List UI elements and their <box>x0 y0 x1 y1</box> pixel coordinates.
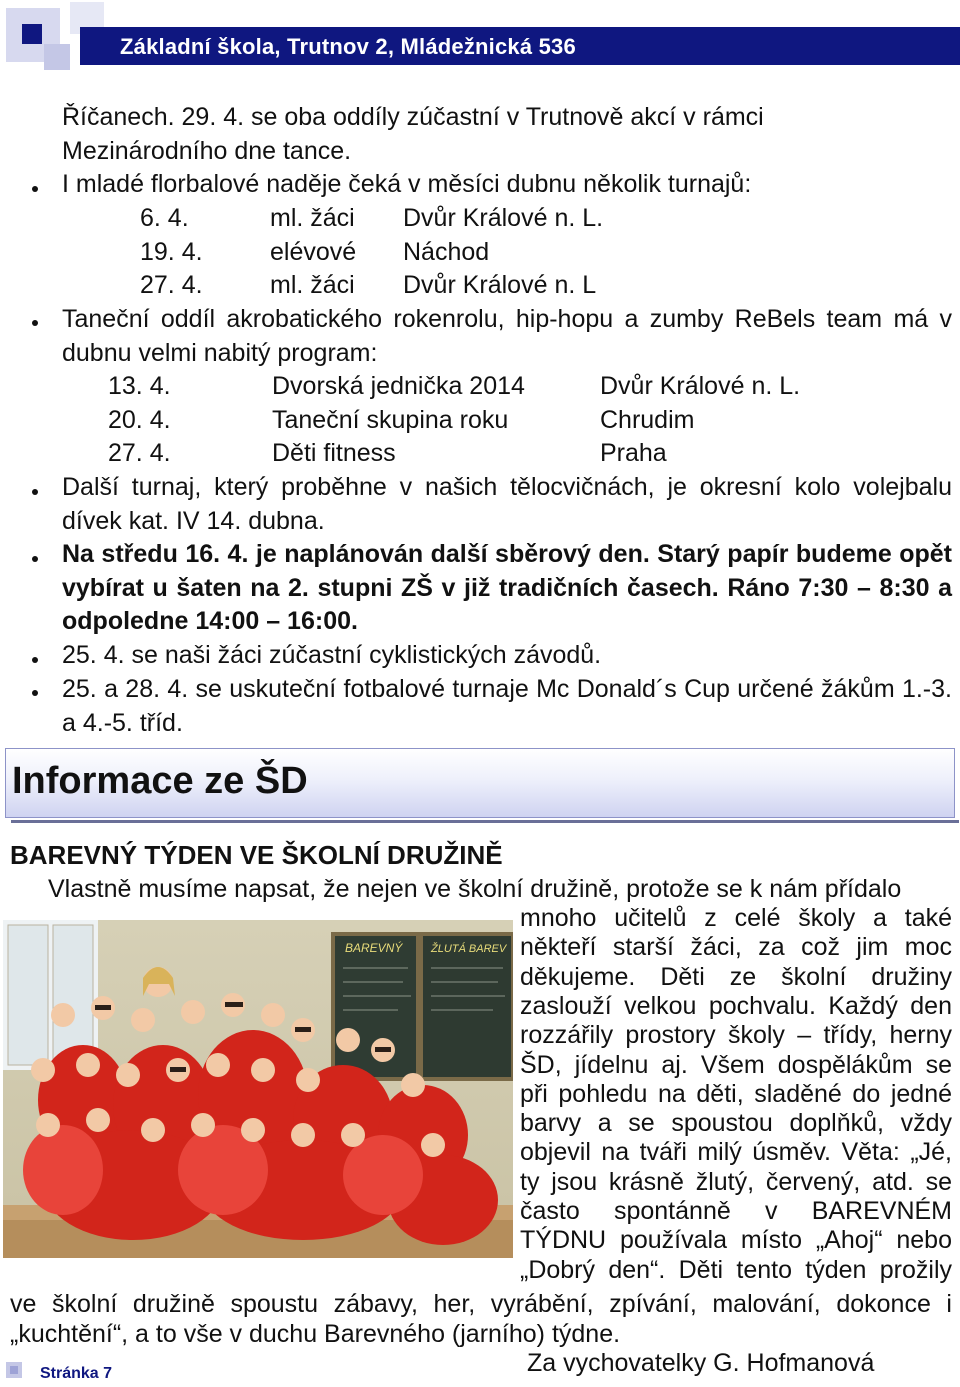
dance-event: Děti fitness <box>272 439 396 467</box>
volejbal-text: Další turnaj, který proběhne v našich tělocvičnách, je okresní kolo volejbalu dívek kat. IV 14. dubna. <box>62 473 952 535</box>
article-side-line: mnoho učitelů z celé školy a také <box>520 904 952 932</box>
article-side-line: někteří starší žáci, za což jim moc <box>520 933 952 962</box>
florbal-place: Dvůr Králové n. L <box>403 271 597 299</box>
dance-place: Praha <box>600 439 667 467</box>
fotbal-text: 25. a 28. 4. se uskuteční fotbalové turnaje Mc Donald´s Cup určené žákům 1.-3. a 4.-5. tříd. <box>62 675 952 737</box>
article-side-line: objevil na tváři milý úsměv. Věta: „Jé, <box>520 1138 952 1167</box>
bullet-icon <box>32 320 38 326</box>
header-decoration <box>22 24 42 44</box>
section-shadow <box>11 820 959 823</box>
florbal-text: I mladé florbalové naděje čeká v měsíci dubnu několik turnajů: <box>62 170 752 198</box>
intro-line: Říčanech. 29. 4. se oba oddíly zúčastní v Trutnově akcí v rámci <box>62 103 764 131</box>
florbal-place: Dvůr Králové n. L. <box>403 204 604 232</box>
bullet-icon <box>32 657 38 663</box>
dance-place: Chrudim <box>600 406 695 434</box>
article-first-line: Vlastně musíme napsat, že nejen ve školní družině, protože se k nám přídalo <box>48 875 902 903</box>
florbal-date: 19. 4. <box>140 238 203 266</box>
dance-text: Taneční oddíl akrobatického rokenrolu, hip-hopu a zumby ReBels team má v dubnu velmi nabitý program: <box>62 305 952 367</box>
bullet-icon <box>32 690 38 696</box>
bullet-icon <box>32 489 38 495</box>
footer-decoration <box>10 1366 18 1374</box>
intro-line: Mezinárodního dne tance. <box>62 137 352 165</box>
dance-event: Dvorská jednička 2014 <box>272 372 525 400</box>
board-text-left: BAREVNÝ <box>345 941 403 955</box>
dance-date: 27. 4. <box>108 439 171 467</box>
dance-event: Taneční skupina roku <box>272 406 509 434</box>
article-side-line: TÝDNU používala místo „Ahoj“ nebo <box>520 1226 952 1255</box>
article-side-line: zaslouží velkou pochvalu. Každý den <box>520 991 952 1020</box>
dance-date: 20. 4. <box>108 406 171 434</box>
dance-place: Dvůr Králové n. L. <box>600 372 801 400</box>
florbal-place: Náchod <box>403 238 490 266</box>
article-side-line: při pohledu na děti, sladěné do jedné <box>520 1079 952 1108</box>
signature: Za vychovatelky G. Hofmanová <box>527 1349 875 1377</box>
article-side-line: často spontánně v BAREVNÉM <box>520 1197 952 1225</box>
school-name: Základní škola, Trutnov 2, Mládežnická 536 <box>120 34 576 59</box>
article-title: BAREVNÝ TÝDEN VE ŠKOLNÍ DRUŽINĚ <box>10 840 503 870</box>
article-side-line: ty jsou krásně žlutý, červený, atd. se <box>520 1167 952 1196</box>
article-side-line: děkujeme. Děti ze školní družiny <box>520 962 952 991</box>
florbal-category: elévové <box>270 238 357 266</box>
florbal-date: 27. 4. <box>140 271 203 299</box>
article-bottom-line: „kuchtění“, a to vše v duchu Barevného (jarního) týdne. <box>10 1319 621 1348</box>
header-decoration <box>44 44 70 70</box>
article-bottom-line: ve školní družině spoustu zábavy, her, vyrábění, zpívání, malování, dokonce i <box>10 1290 952 1318</box>
bullet-icon <box>32 556 38 562</box>
article-side-line: rozzářily prostory školy – třídy, herny <box>520 1021 952 1050</box>
article-side-line: ŠD, jídelnu aj. Všem dospělákům se <box>520 1050 952 1079</box>
section-title: Informace ze ŠD <box>12 760 308 802</box>
dance-date: 13. 4. <box>108 372 171 400</box>
article-side-line: barvy a se spoustou doplňků, vždy <box>520 1109 952 1138</box>
sber-text: Na středu 16. 4. je naplánován další sběrový den. Starý papír budeme opět vybírat u šaten na 2. stupni ZŠ v již tradičních časech. Ráno 7:30 – 8:30 a odpoledne 14:00 – 16:00. <box>62 540 952 636</box>
article-side-line: „Dobrý den“. Děti tento týden prožily <box>520 1255 952 1284</box>
florbal-category: ml. žáci <box>270 204 355 232</box>
board-text-right: ŽLUTÁ BAREV <box>431 943 507 955</box>
class-photo <box>3 920 513 1258</box>
page-number: Stránka 7 <box>40 1365 113 1382</box>
cyklo-text: 25. 4. se naši žáci zúčastní cyklistických závodů. <box>62 641 602 669</box>
bullet-icon <box>32 186 38 192</box>
florbal-date: 6. 4. <box>140 204 189 232</box>
florbal-category: ml. žáci <box>270 271 355 299</box>
